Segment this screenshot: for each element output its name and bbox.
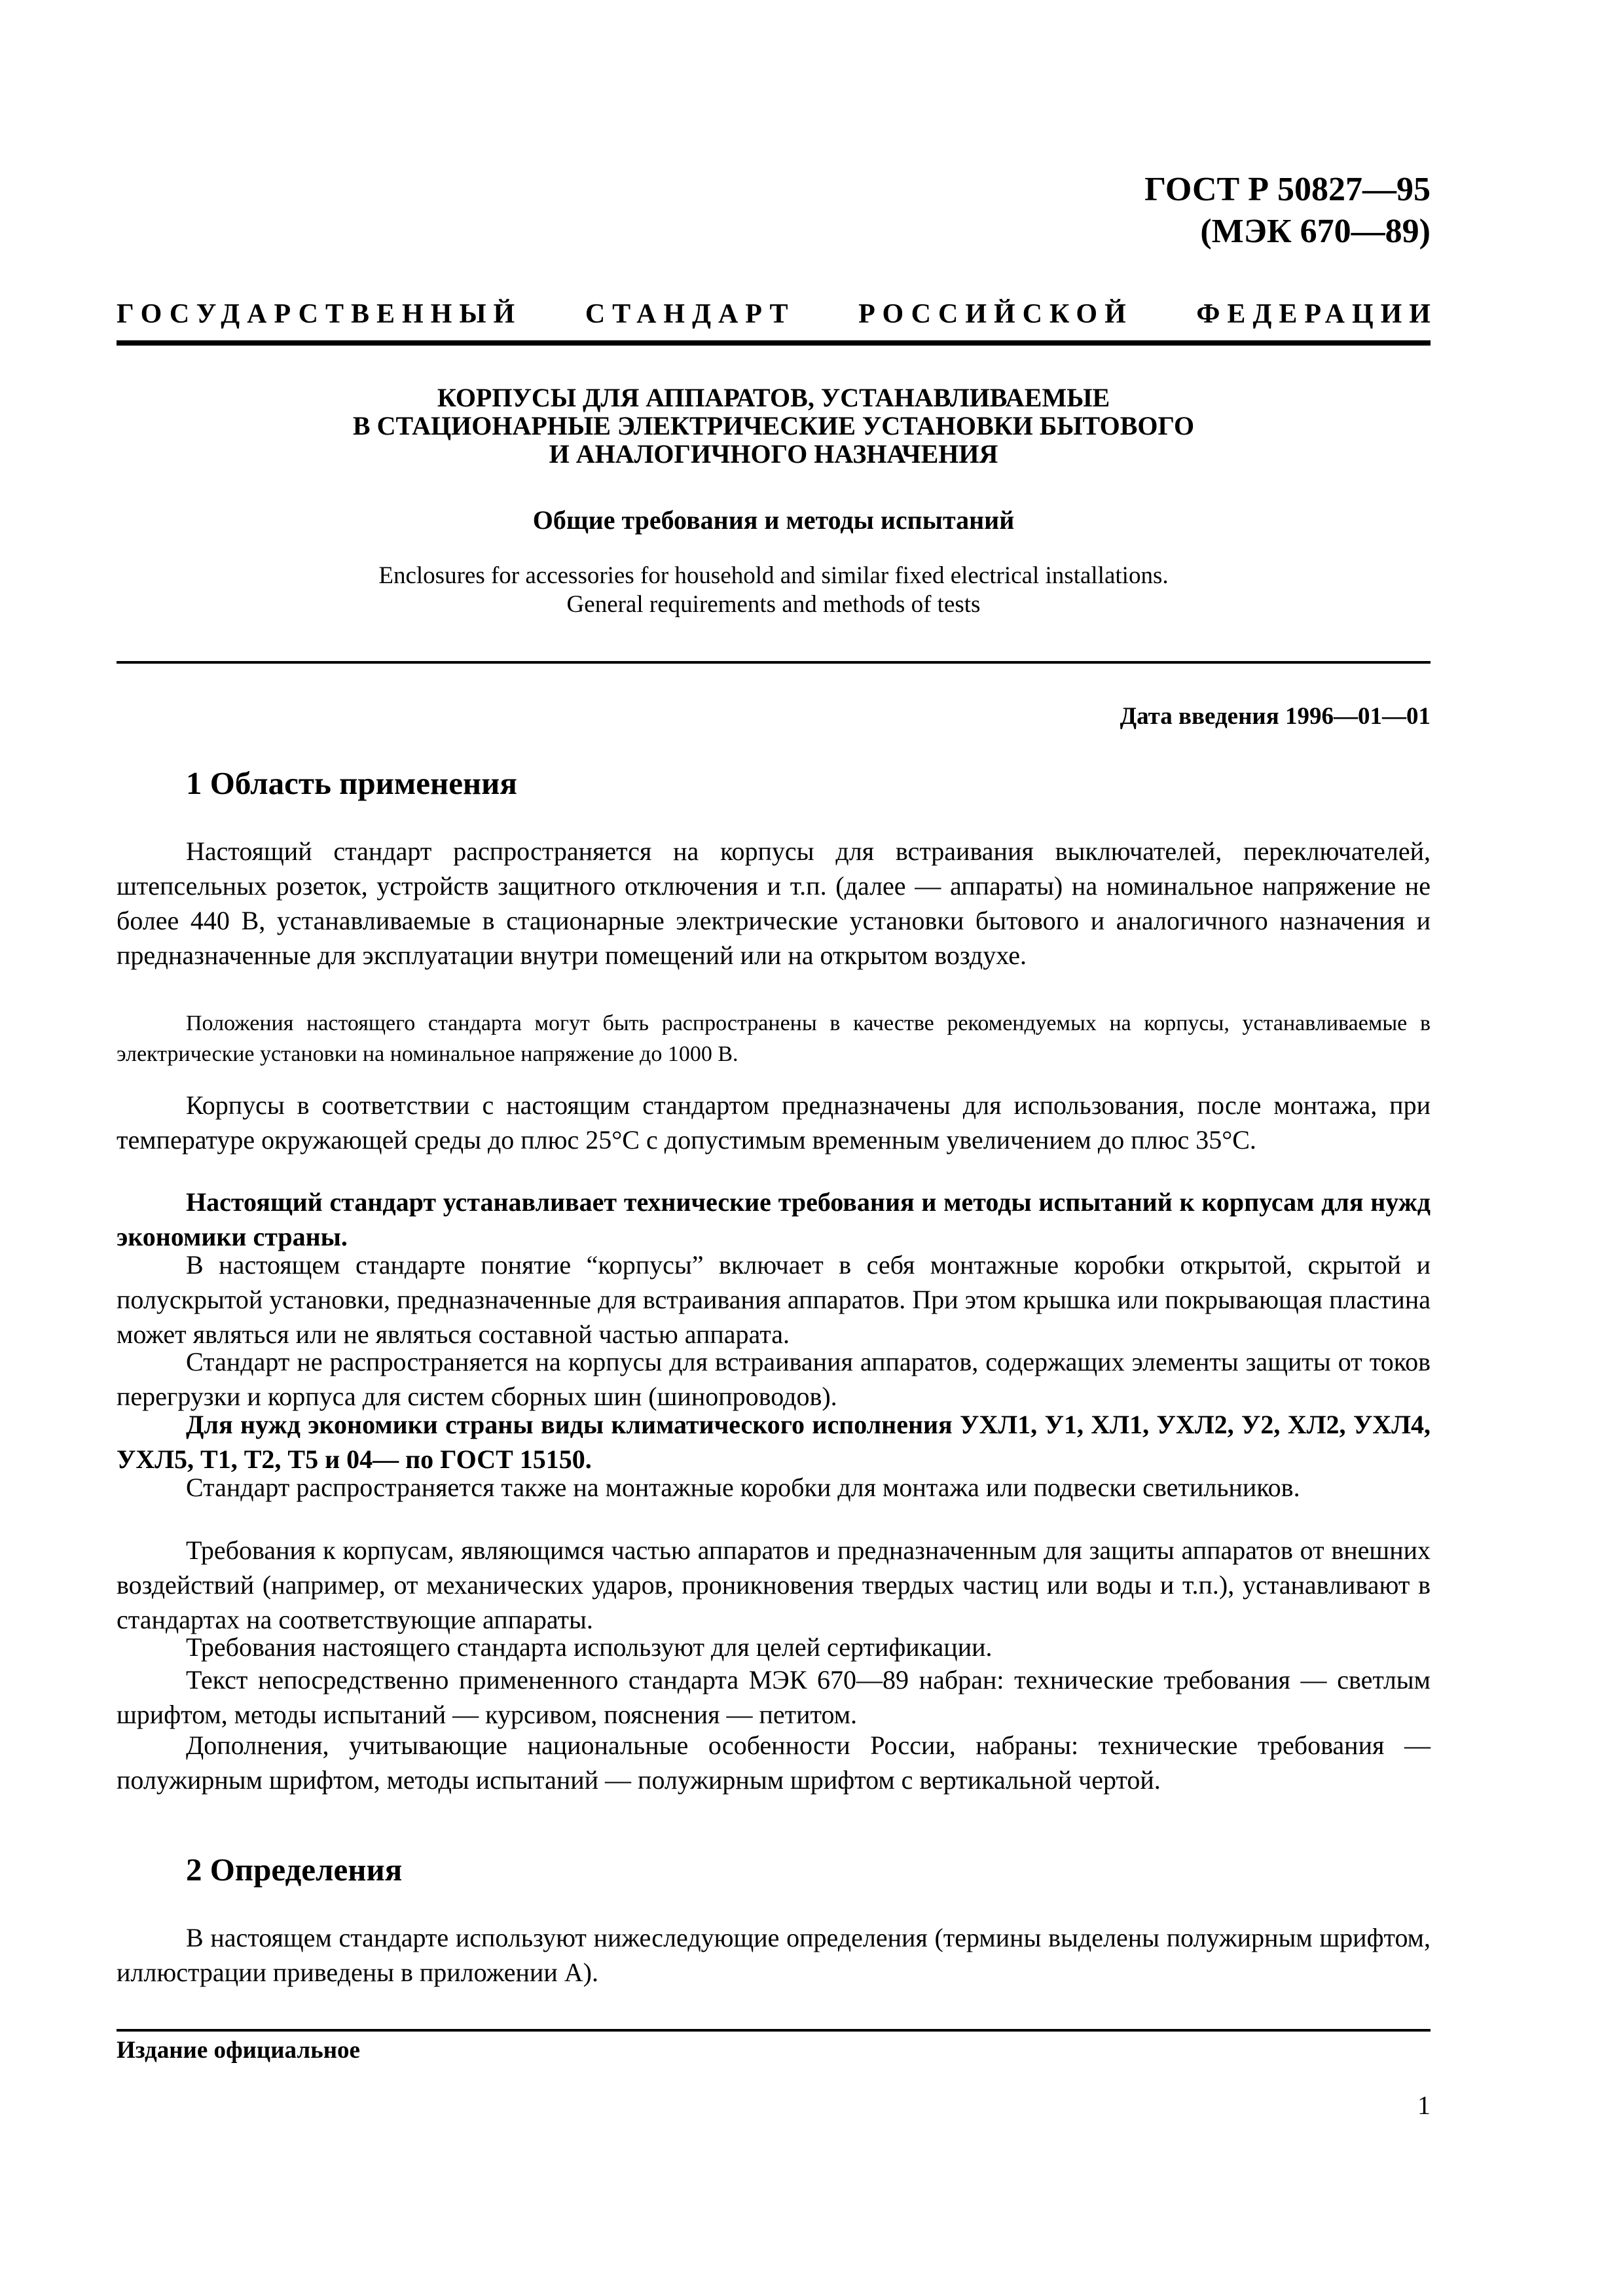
header-word: СТАНДАРТ <box>585 299 795 329</box>
section-2-heading: 2 Определения <box>186 1852 403 1888</box>
page-number: 1 <box>1417 2090 1431 2120</box>
header-word: ГОСУДАРСТВЕННЫЙ <box>117 299 522 329</box>
official-edition-label: Издание официальное <box>117 2037 360 2064</box>
paragraph: Настоящий стандарт распространяется на корпусы для встраивания выключателей, переключателей, штепсельных розеток, устройств защитного отключения и т.п. (далее — аппараты) на номинальное напряжение не более 440 В, устанавливаемые в стационарные электрические установки бытового и аналогичного назначения и предназначенные для эксплуатации внутри помещений или на открытом воздухе. <box>117 836 1431 970</box>
title-rule <box>117 661 1431 664</box>
title-line: В СТАЦИОНАРНЫЕ ЭЛЕКТРИЧЕСКИЕ УСТАНОВКИ БЫТОВОГО <box>352 411 1195 440</box>
title-line: И АНАЛОГИЧНОГО НАЗНАЧЕНИЯ <box>549 439 998 469</box>
paragraph: Текст непосредственно примененного стандарта МЭК 670—89 набран: технические требования — светлым шрифтом, методы испытаний — курсивом, пояснения — петитом. <box>117 1665 1431 1729</box>
paragraph-note: Положения настоящего стандарта могут быть распространены в качестве рекомендуемых на корпусы, устанавливаемые в электрические установки на номинальное напряжение до 1000 В. <box>117 1011 1431 1066</box>
paragraph: Стандарт распространяется также на монтажные коробки для монтажа или подвески светильников. <box>186 1473 1300 1502</box>
english-title-line: General requirements and methods of tests <box>566 591 981 618</box>
introduction-date: Дата введения 1996—01—01 <box>1120 703 1431 730</box>
english-title-line: Enclosures for accessories for household and similar fixed electrical installations. <box>378 562 1169 589</box>
header-rule <box>117 340 1431 346</box>
subtitle: Общие требования и методы испытаний <box>532 505 1015 535</box>
paragraph: Стандарт не распространяется на корпусы для встраивания аппаратов, содержащих элементы защиты от токов перегрузки и корпуса для систем сборных шин (шинопроводов). <box>117 1347 1431 1411</box>
paragraph: В настоящем стандарте понятие “корпусы” включает в себя монтажные коробки открытой, скрытой и полускрытой установки, предназначенные для встраивания аппаратов. При этом крышка или покрывающая пластина может являться или не являться составной частью аппарата. <box>117 1250 1431 1349</box>
paragraph: Дополнения, учитывающие национальные особенности России, набраны: технические требования — полужирным шрифтом, методы испытаний — полужирным шрифтом с вертикальной чертой. <box>117 1731 1431 1795</box>
section-1-heading: 1 Область применения <box>186 765 517 801</box>
iec-code: (МЭК 670—89) <box>1200 213 1431 250</box>
header-word: ФЕДЕРАЦИИ <box>1196 299 1438 329</box>
paragraph: Требования к корпусам, являющимся частью аппаратов и предназначенным для защиты аппаратов от внешних воздействий (например, от механических ударов, проникновения твердых частиц или воды и т.п.), устанавливают в стандартах на соответствующие аппараты. <box>117 1535 1431 1634</box>
paragraph: Требования настоящего стандарта используют для целей сертификации. <box>186 1632 993 1662</box>
state-standard-header <box>117 296 1438 332</box>
paragraph: В настоящем стандарте используют нижеследующие определения (термины выделены полужирным шрифтом, иллюстрации приведены в приложении А). <box>117 1923 1431 1987</box>
paragraph-addition: Настоящий стандарт устанавливает технические требования и методы испытаний к корпусам для нужд экономики страны. <box>117 1187 1431 1251</box>
header-word: РОССИЙСКОЙ <box>858 299 1133 329</box>
paragraph: Корпусы в соответствии с настоящим стандартом предназначены для использования, после монтажа, при температуре окружающей среды до плюс 25°С с допустимым временным увеличением до плюс 35°С. <box>117 1090 1431 1155</box>
standard-code: ГОСТ Р 50827—95 <box>1144 171 1431 208</box>
paragraph-addition: Для нужд экономики страны виды климатического исполнения УХЛ1, У1, ХЛ1, УХЛ2, У2, ХЛ2, УХЛ4, УХЛ5, Т1, Т2, Т5 и 04— по ГОСТ 15150. <box>117 1410 1431 1474</box>
title-line: КОРПУСЫ ДЛЯ АППАРАТОВ, УСТАНАВЛИВАЕМЫЕ <box>437 383 1110 412</box>
footer-rule <box>117 2029 1431 2032</box>
